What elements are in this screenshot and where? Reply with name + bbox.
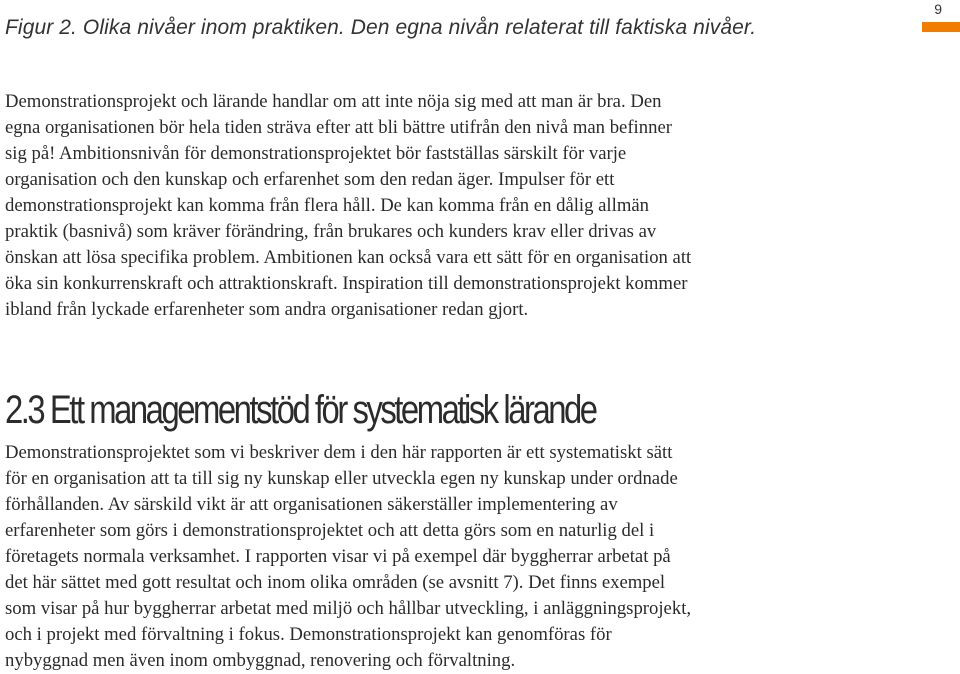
paragraph-line: Demonstrationsprojektet som vi beskriver dem i den här rapporten är ett systematiskt sätt	[5, 442, 673, 463]
body-paragraph-section	[5, 440, 691, 674]
paragraph-line: det här sättet med gott resultat och inom olika områden (se avsnitt 7). Det finns exempel	[5, 572, 666, 593]
paragraph-line: ibland från lyckade erfarenheter som andra organisationer redan gjort.	[5, 299, 529, 320]
paragraph-line: och i projekt med förvaltning i fokus. Demonstrationsprojekt kan genomföras för	[5, 624, 612, 645]
paragraph-line: nybyggnad men även inom ombyggnad, renovering och förvaltning.	[5, 650, 516, 671]
body-paragraph-intro	[5, 89, 691, 323]
paragraph-line: erfarenheter som görs i demonstrationsprojektet och att detta görs som en naturlig del i	[5, 520, 655, 541]
paragraph-line: organisation och den kunskap och erfarenhet som den redan äger. Impulser för ett	[5, 169, 615, 190]
paragraph-line: företagets normala verksamhet. I rapporten visar vi på exempel där byggherrar arbetat på	[5, 546, 671, 567]
section-heading: 2.3 Ett managementstöd för systematisk lärande	[5, 388, 596, 432]
paragraph-line: önskan att lösa specifika problem. Ambitionen kan också vara ett sätt för en organisation att	[5, 247, 692, 268]
paragraph-line: för en organisation att ta till sig ny kunskap eller utveckla egen ny kunskap under ordnade	[5, 468, 678, 489]
paragraph-line: som visar på hur byggherrar arbetat med miljö och hållbar utveckling, i anläggningsprojekt,	[5, 598, 692, 619]
figure-caption: Figur 2. Olika nivåer inom praktiken. Den egna nivån relaterat till faktiska nivåer.	[5, 16, 757, 39]
paragraph-line: förhållanden. Av särskild vikt är att organisationen säkerställer implementering av	[5, 494, 618, 515]
paragraph-line: Demonstrationsprojekt och lärande handlar om att inte nöja sig med att man är bra. Den	[5, 91, 662, 112]
paragraph-line: öka sin konkurrenskraft och attraktionskraft. Inspiration till demonstrationsprojekt kommer	[5, 273, 688, 294]
page-number-accent-bar	[922, 22, 960, 32]
paragraph-line: demonstrationsprojekt kan komma från flera håll. De kan komma från en dålig allmän	[5, 195, 649, 216]
paragraph-line: praktik (basnivå) som kräver förändring, från brukares och kunders krav eller drivas av	[5, 221, 657, 242]
paragraph-line: egna organisationen bör hela tiden sträva efter att bli bättre utifrån den nivå man befinner	[5, 117, 672, 138]
page-number: 9	[934, 1, 942, 17]
paragraph-line: sig på! Ambitionsnivån för demonstrationsprojektet bör fastställas särskilt för varje	[5, 143, 627, 164]
